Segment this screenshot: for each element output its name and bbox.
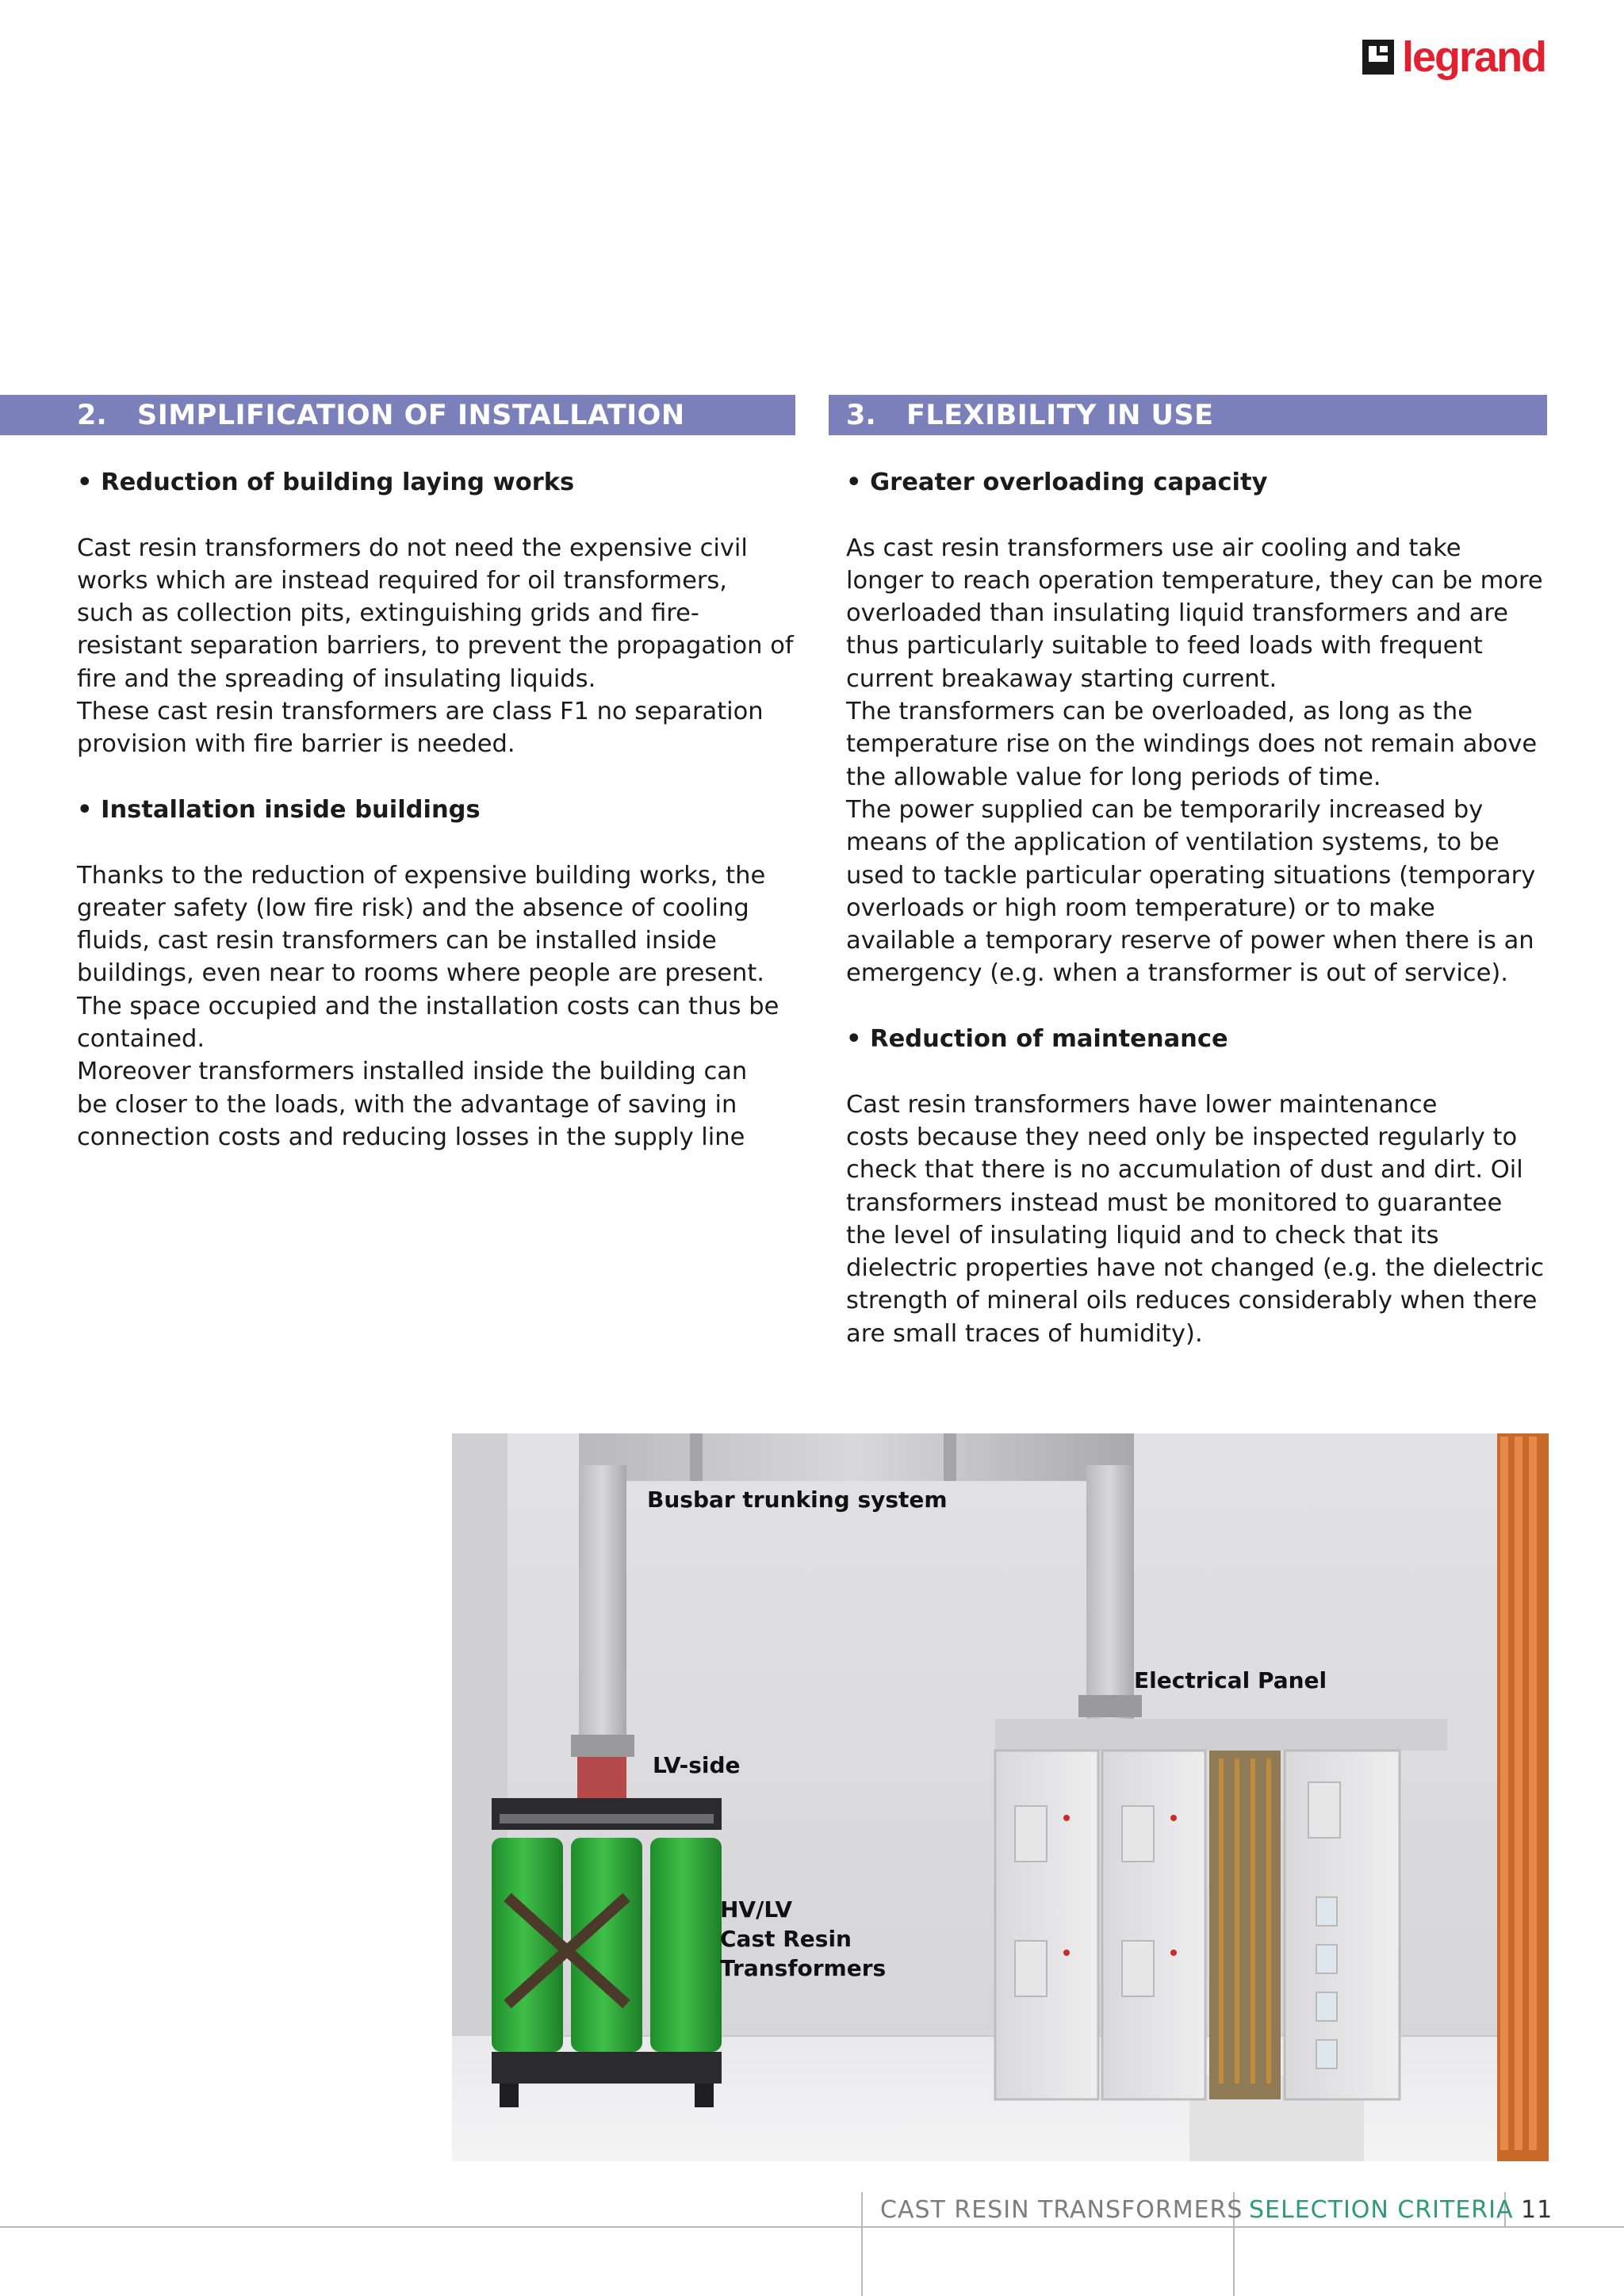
- text-line: fire and the spreading of insulating liquids.: [77, 664, 596, 693]
- section-2-header: [0, 395, 795, 435]
- page-number: 11: [1521, 2196, 1553, 2224]
- text-line: The transformers can be overloaded, as long as the: [846, 698, 1473, 726]
- text-line: available a temporary reserve of power when there is an: [846, 927, 1534, 955]
- text-line: overloads or high room temperature) or to make: [846, 894, 1435, 922]
- text-line: fluids, cast resin transformers can be installed inside: [77, 927, 717, 955]
- text-line: thus particularly suitable to feed loads with frequent: [846, 632, 1483, 660]
- text-line: current breakaway starting current.: [846, 664, 1277, 693]
- subheading-inside-buildings: • Installation inside buildings: [77, 795, 481, 824]
- installation-illustration: [452, 1433, 1549, 2161]
- footer-doc-title: CAST RESIN TRANSFORMERS: [880, 2196, 1243, 2224]
- text-line: contained.: [77, 1025, 205, 1054]
- label-line: HV/LV: [720, 1896, 792, 1923]
- text-line: strength of mineral oils reduces considerably when there: [846, 1287, 1538, 1315]
- text-line: means of the application of ventilation systems, to be: [846, 828, 1500, 857]
- text-line: The power supplied can be temporarily increased by: [846, 795, 1484, 824]
- label-electrical-panel: Electrical Panel: [1134, 1667, 1327, 1693]
- text-line: Cast resin transformers do not need the expensive civil: [77, 534, 748, 562]
- legrand-mark-icon: [1362, 40, 1394, 75]
- subheading-maintenance: • Reduction of maintenance: [846, 1025, 1228, 1054]
- section-number: 3.: [846, 399, 876, 431]
- section-3-body: [846, 466, 1560, 1350]
- text-line: be closer to the loads, with the advantage of saving in: [77, 1090, 737, 1119]
- section-3-header: [829, 395, 1547, 435]
- text-line: emergency (e.g. when a transformer is out of service).: [846, 959, 1508, 988]
- text-line: resistant separation barriers, to prevent the propagation of: [77, 632, 794, 660]
- text-line: works which are instead required for oil transformers,: [77, 566, 727, 595]
- text-line: such as collection pits, extinguishing grids and fire-: [77, 599, 699, 628]
- text-line: connection costs and reducing losses in the supply line: [77, 1123, 745, 1151]
- legrand-wordmark: legrand: [1402, 33, 1546, 81]
- text-line: the level of insulating liquid and to check that its: [846, 1221, 1439, 1249]
- text-line: used to tackle particular operating situations (temporary: [846, 861, 1536, 890]
- label-lv-side: LV-side: [653, 1752, 741, 1778]
- footer-chapter: SELECTION CRITERIA: [1249, 2196, 1514, 2224]
- text-line: dielectric properties have not changed (e.g. the dielectric: [846, 1254, 1545, 1283]
- text-line: check that there is no accumulation of dust and dirt. Oil: [846, 1156, 1523, 1184]
- text-line: temperature rise on the windings does not remain above: [846, 730, 1538, 759]
- subheading-building-works: • Reduction of building laying works: [77, 469, 575, 496]
- footer-divider: [861, 2192, 863, 2296]
- legrand-logo: [1362, 32, 1545, 82]
- text-line: Moreover transformers installed inside the building can: [77, 1058, 748, 1086]
- text-line: The space occupied and the installation costs can thus be: [77, 992, 779, 1020]
- illustration-drawing: [452, 1433, 1549, 2161]
- section-2-body: [77, 466, 799, 1154]
- label-line: Transformers: [720, 1955, 887, 1981]
- label-transformer: [720, 1895, 886, 1983]
- label-busbar: Busbar trunking system: [647, 1487, 948, 1513]
- text-line: Cast resin transformers have lower maintenance: [846, 1090, 1438, 1119]
- text-line: longer to reach operation temperature, they can be more: [846, 566, 1543, 595]
- text-line: Thanks to the reduction of expensive building works, the: [77, 861, 766, 890]
- text-line: the allowable value for long periods of time.: [846, 763, 1381, 791]
- text-line: transformers instead must be monitored to guarantee: [846, 1188, 1503, 1217]
- subheading-overloading: • Greater overloading capacity: [846, 469, 1268, 496]
- text-line: greater safety (low fire risk) and the absence of cooling: [77, 894, 749, 922]
- section-number: 2.: [77, 399, 107, 431]
- section-title: SIMPLIFICATION OF INSTALLATION: [137, 399, 685, 431]
- label-line: Cast Resin: [720, 1926, 852, 1952]
- footer-rule: [0, 2226, 1624, 2228]
- text-line: buildings, even near to rooms where people are present.: [77, 959, 764, 988]
- text-line: are small traces of humidity).: [846, 1319, 1203, 1348]
- text-line: overloaded than insulating liquid transformers and are: [846, 599, 1509, 628]
- text-line: costs because they need only be inspected regularly to: [846, 1123, 1518, 1151]
- text-line: These cast resin transformers are class F1 no separation: [77, 698, 764, 726]
- section-title: FLEXIBILITY IN USE: [906, 399, 1214, 431]
- text-line: As cast resin transformers use air cooling and take: [846, 534, 1461, 562]
- text-line: provision with fire barrier is needed.: [77, 730, 515, 759]
